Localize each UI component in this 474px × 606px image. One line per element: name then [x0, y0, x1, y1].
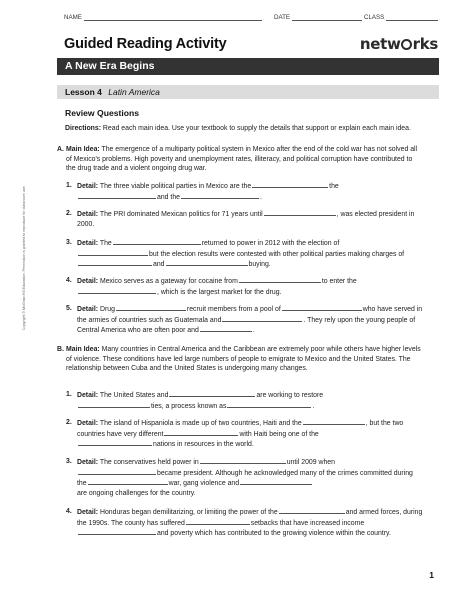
main-idea-letter: B. — [57, 346, 64, 353]
answer-blank[interactable] — [78, 468, 156, 475]
answer-blank[interactable] — [78, 439, 152, 446]
detail-label: Detail: — [77, 211, 99, 218]
detail-a4 — [66, 276, 424, 297]
answer-blank[interactable] — [78, 249, 148, 256]
detail-text: . They rely upon the young people of Central America who are often poor and — [77, 316, 416, 335]
detail-number: 3. — [66, 239, 72, 246]
main-idea-label: Main Idea: — [66, 146, 100, 153]
detail-a3 — [66, 238, 424, 270]
answer-blank[interactable] — [264, 209, 336, 216]
answer-blank[interactable] — [222, 315, 302, 322]
detail-label: Detail: — [77, 420, 99, 427]
main-idea-b — [57, 345, 422, 374]
answer-blank[interactable] — [78, 401, 150, 408]
answer-blank[interactable] — [181, 192, 259, 199]
class-label: CLASS — [364, 14, 385, 21]
main-idea-label: Main Idea: — [66, 346, 100, 353]
detail-text: became president. Although he acknowledged many of the crimes committed during the — [77, 469, 413, 488]
detail-text: until 2009 when — [286, 459, 335, 466]
review-heading: Review Questions — [65, 108, 140, 118]
answer-blank[interactable] — [252, 181, 328, 188]
name-field[interactable] — [64, 14, 262, 21]
directions — [65, 124, 422, 134]
detail-text: The PRI dominated Mexican politics for 71 years until — [99, 211, 263, 218]
detail-text: The conservatives held power in — [99, 459, 199, 466]
main-idea-text: Many countries in Central America and the Caribbean are extremely poor while others have higher levels of violence. These conditions have led large numbers of people to emigrate to Mexico and the United States. The relationship between Cuba and the United States is undergoing many changes. — [66, 346, 421, 373]
detail-text: Honduras began demilitarizing, or limiting the power of the — [99, 509, 278, 516]
detail-text: The three viable political parties in Mexico are the — [99, 183, 252, 190]
detail-text: war, gang violence and — [168, 480, 240, 488]
detail-label: Detail: — [77, 392, 99, 399]
main-idea-text: The emergence of a multiparty political system in Mexico after the end of the cold war has not solved all of Mexico's problems. High poverty and unemployment rates, illiteracy, and political corruption have contributed to the drug trade and a violent ongoing drug war. — [66, 146, 418, 173]
answer-blank[interactable] — [78, 287, 156, 294]
detail-text: but the election results were contested with other political parties making charges of — [149, 250, 405, 258]
main-idea-a — [57, 145, 422, 174]
detail-text: . — [252, 327, 255, 335]
detail-text: and poverty which has contributed to the growing violence within the country. — [157, 530, 391, 538]
answer-blank[interactable] — [200, 457, 286, 464]
detail-number: 3. — [66, 458, 72, 465]
detail-text: buying. — [248, 261, 271, 269]
detail-text: . — [260, 193, 262, 201]
detail-text: The island of Hispaniola is made up of two countries, Haiti and the — [99, 420, 302, 427]
detail-text: the — [329, 183, 339, 190]
detail-a5 — [66, 304, 424, 336]
name-line[interactable] — [84, 14, 262, 21]
lesson-topic: Latin America — [108, 87, 160, 97]
page-number: 1 — [429, 570, 434, 580]
detail-text: returned to power in 2012 with the election of — [201, 240, 340, 247]
answer-blank[interactable] — [169, 390, 255, 397]
detail-b2 — [66, 418, 424, 450]
detail-number: 1. — [66, 182, 72, 189]
detail-label: Detail: — [77, 509, 99, 516]
detail-text: , but the two countries have very different — [77, 420, 404, 438]
detail-label: Detail: — [77, 183, 99, 190]
detail-text: Mexico serves as a gateway for cocaine from — [99, 278, 238, 285]
answer-blank[interactable] — [240, 478, 312, 485]
detail-text: , which is the largest market for the drug. — [157, 288, 282, 296]
networks-logo — [360, 35, 438, 53]
detail-label: Detail: — [77, 240, 99, 247]
detail-text: Drug — [99, 306, 115, 313]
detail-b4 — [66, 507, 424, 539]
directions-label: Directions: — [65, 125, 101, 132]
class-line[interactable] — [386, 14, 438, 21]
detail-b1 — [66, 390, 424, 411]
answer-blank[interactable] — [303, 418, 365, 425]
detail-text: The United States and — [99, 392, 169, 399]
answer-blank[interactable] — [164, 429, 238, 436]
detail-a1 — [66, 181, 424, 202]
detail-text: and — [153, 261, 165, 269]
answer-blank[interactable] — [239, 276, 321, 283]
answer-blank[interactable] — [78, 528, 156, 535]
detail-label: Detail: — [77, 278, 99, 285]
detail-a2 — [66, 209, 424, 229]
copyright-note: Copyright © McGraw-Hill Education. Permission is granted to reproduce for classroom use. — [22, 185, 26, 330]
detail-number: 1. — [66, 391, 72, 398]
detail-text: nations in resources in the world. — [153, 441, 254, 449]
page-title: Guided Reading Activity — [64, 36, 227, 52]
date-line[interactable] — [292, 14, 362, 21]
detail-number: 5. — [66, 305, 72, 312]
main-idea-letter: A. — [57, 146, 64, 153]
answer-blank[interactable] — [113, 238, 201, 245]
answer-blank[interactable] — [186, 518, 250, 525]
logo-suffix: rks — [412, 35, 438, 53]
class-field[interactable] — [364, 14, 438, 21]
logo-prefix: netw — [359, 35, 401, 53]
detail-text: , was elected president in 2000. — [77, 211, 415, 228]
date-field[interactable] — [274, 14, 362, 21]
lesson-number: Lesson 4 — [65, 87, 102, 97]
detail-text: ties, a process known as — [151, 402, 227, 410]
student-info-header — [64, 14, 444, 26]
answer-blank[interactable] — [227, 401, 311, 408]
lesson-bar — [57, 85, 439, 99]
date-label: DATE — [274, 14, 291, 21]
answer-blank[interactable] — [78, 259, 152, 266]
directions-text: Read each main idea. Use your textbook to supply the details that support or explain each main idea. — [102, 125, 411, 132]
detail-text: setbacks that have increased income — [250, 519, 365, 527]
logo-o-circle-icon — [401, 39, 412, 50]
detail-text: who have served in the armies of countries such as Guatemala and — [77, 306, 423, 324]
detail-text: The — [99, 240, 112, 247]
detail-text: are ongoing challenges for the country. — [77, 489, 196, 497]
answer-blank[interactable] — [166, 259, 248, 266]
section-bar: A New Era Begins — [57, 58, 439, 75]
answer-blank[interactable] — [88, 478, 168, 485]
answer-blank[interactable] — [116, 304, 186, 311]
detail-label: Detail: — [77, 306, 99, 313]
detail-text: recruit members from a pool of — [186, 306, 281, 313]
detail-number: 4. — [66, 277, 72, 284]
name-label: NAME — [64, 14, 82, 21]
detail-label: Detail: — [77, 459, 99, 466]
detail-b3 — [66, 457, 424, 498]
detail-text: and armed forces, during the 1990s. The county has suffered — [77, 509, 423, 527]
detail-text: and the — [157, 193, 180, 201]
answer-blank[interactable] — [200, 325, 252, 332]
answer-blank[interactable] — [279, 507, 345, 514]
detail-text: to enter the — [321, 278, 357, 285]
detail-text: . — [312, 402, 315, 410]
answer-blank[interactable] — [78, 192, 156, 199]
detail-number: 2. — [66, 210, 72, 217]
detail-text: with Haiti being one of the — [239, 430, 319, 438]
detail-number: 4. — [66, 508, 72, 515]
detail-number: 2. — [66, 419, 72, 426]
detail-text: are working to restore — [256, 392, 324, 399]
answer-blank[interactable] — [282, 304, 362, 311]
